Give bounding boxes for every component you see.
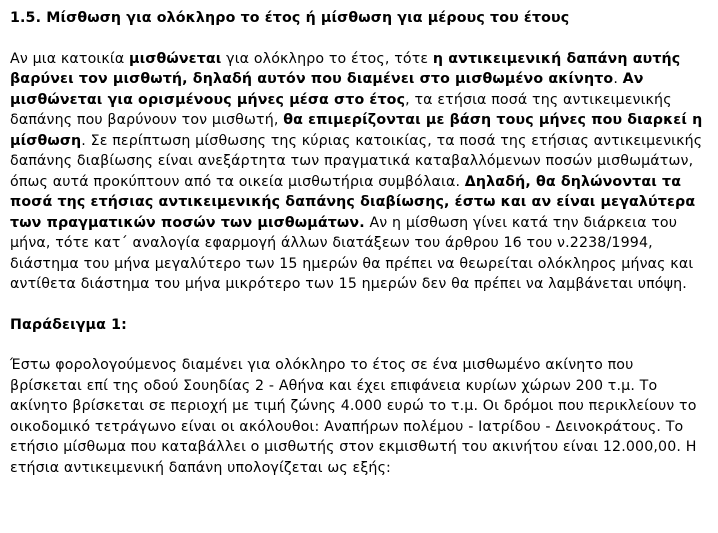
bold-text-segment: Αν μισθώνεται για ορισμένους μήνες μέσα στο έτος — [10, 71, 644, 108]
text-segment: , τα ετήσια ποσά της αντικειμενικής δαπάνης που βαρύνουν τον μισθωτή, — [10, 91, 672, 128]
text-segment: . — [613, 71, 623, 87]
example-heading: Παράδειγμα 1: — [10, 316, 127, 333]
body-paragraph — [10, 49, 710, 295]
text-segment: . Σε περίπτωση μίσθωσης της κύριας κατοικίας, τα ποσά της ετήσιας αντικειμενικής δαπάνης διαβίωσης είναι ανεξάρτητα των πραγματικά καταβαλλόμενων ποσών μισθωμάτων, όπως αυτά προκύπτουν από τα οικεία μισθωτήρια συμβόλαια. — [10, 132, 703, 190]
text-segment: για ολόκληρο το έτος, τότε — [221, 50, 433, 67]
bold-text-segment: Δηλαδή, θα δηλώνονται τα ποσά της ετήσιας αντικειμενικής δαπάνης διαβίωσης, έστω και αν είναι μεγαλύτερα των πραγματικών ποσών των μισθωμάτων. — [10, 173, 696, 231]
bold-text-segment: η αντικειμενική δαπάνη αυτής βαρύνει τον μισθωτή, δηλαδή αυτόν που διαμένει στο μισθωμένο ακίνητο — [10, 50, 681, 87]
bold-text-segment: μισθώνεται — [129, 50, 222, 67]
section-heading: 1.5. Μίσθωση για ολόκληρο το έτος ή μίσθωση για μέρους του έτους — [10, 10, 570, 26]
bold-text-segment: θα επιμερίζονται με βάση τους μήνες που διαρκεί η μίσθωση — [10, 112, 703, 149]
text-segment: Αν η μίσθωση γίνει κατά την διάρκεια του μήνα, τότε κατ΄ αναλογία εφαρμογή άλλων διατάξεων του άρθρου 16 του ν.2238/1994, διάστημα του μήνα μεγαλύτερο των 15 ημερών θα πρέπει να θεωρείται ολόκληρος μήνας και αντίθετα διάστημα του μήνα μικρότερο των 15 ημερών δεν θα πρέπει να λαμβάνεται υπόψη. — [10, 214, 694, 292]
example-paragraph: Έστω φορολογούμενος διαμένει για ολόκληρο το έτος σε ένα μισθωμένο ακίνητο που βρίσκεται επί της οδού Σουηδίας 2 - Αθήνα και έχει επιφάνεια κυρίων χώρων 200 τ.μ. Το ακίνητο βρίσκεται σε περιοχή με τιμή ζώνης 4.000 ευρώ το τ.μ. Οι δρόμοι που περικλείουν το οικοδομικό τετράγωνο είναι οι ακόλουθοι: Αναπήρων πολέμου - Ιατρίδου - Δεινοκράτους. Το ετήσιο μίσθωμα που καταβάλλει ο μισθωτής στον εκμισθωτή του ακινήτου είναι 12.000,00. Η ετήσια αντικειμενική δαπάνη υπολογίζεται ως εξής: — [10, 357, 697, 476]
document-page — [10, 8, 710, 478]
text-segment: Αν μια κατοικία — [10, 50, 129, 67]
